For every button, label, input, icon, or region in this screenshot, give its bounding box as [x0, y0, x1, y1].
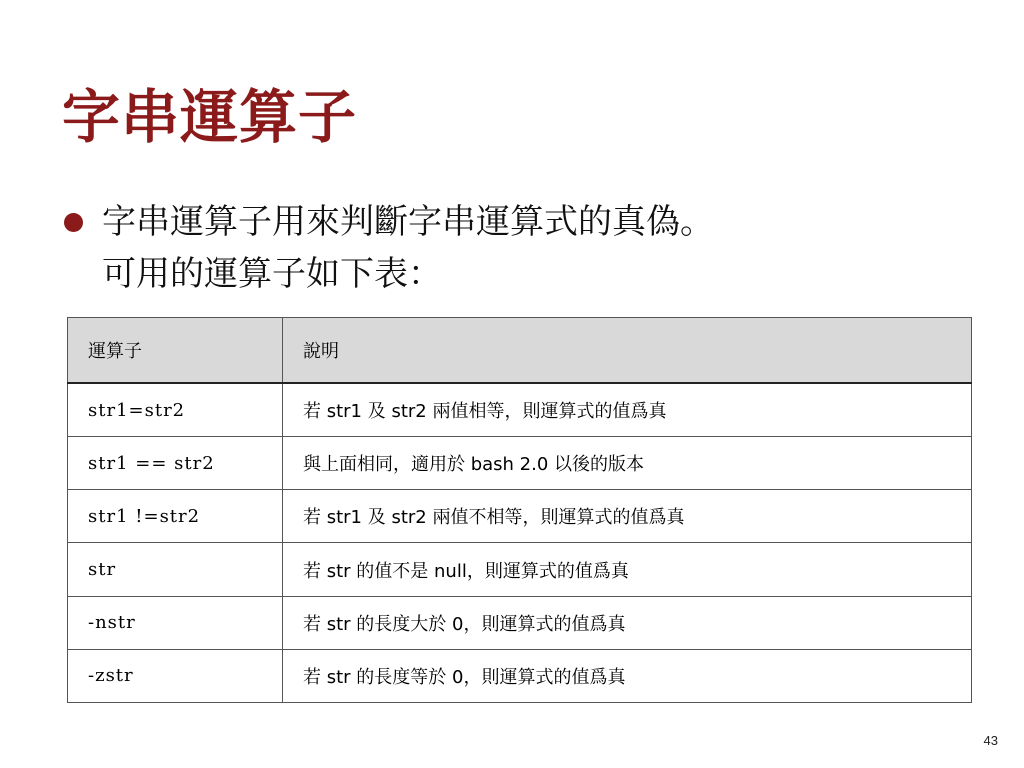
slide-title: 字串運算子	[62, 83, 358, 151]
page-number: 43	[983, 733, 998, 748]
description-cell: 若 str 的值不是 null，則運算式的值爲真	[283, 543, 972, 596]
table-row	[68, 490, 972, 543]
operator-cell: str1 == str2	[68, 437, 283, 490]
bullet-text	[102, 196, 952, 300]
description-cell: 若 str 的長度等於 0，則運算式的值爲真	[283, 649, 972, 702]
operators-table	[67, 317, 972, 703]
description-cell: 若 str 的長度大於 0，則運算式的值爲真	[283, 596, 972, 649]
header-operator: 運算子	[68, 318, 283, 384]
table-row	[68, 543, 972, 596]
operator-cell: str1=str2	[68, 383, 283, 437]
bullet-line-1: 字串運算子用來判斷字串運算式的真偽。	[102, 202, 714, 242]
operator-cell: str1 !=str2	[68, 490, 283, 543]
description-cell: 若 str1 及 str2 兩值相等，則運算式的值爲真	[283, 383, 972, 437]
bullet-line-2: 可用的運算子如下表：	[102, 254, 442, 294]
description-cell: 與上面相同，適用於 bash 2.0 以後的版本	[283, 437, 972, 490]
table-row	[68, 383, 972, 437]
table-row	[68, 649, 972, 702]
table-row	[68, 596, 972, 649]
bullet-dot-icon	[64, 213, 83, 232]
operator-cell: -nstr	[68, 596, 283, 649]
table-row	[68, 437, 972, 490]
table-header-row	[68, 318, 972, 384]
operator-cell: str	[68, 543, 283, 596]
operator-cell: -zstr	[68, 649, 283, 702]
header-description: 說明	[283, 318, 972, 384]
description-cell: 若 str1 及 str2 兩值不相等，則運算式的值爲真	[283, 490, 972, 543]
